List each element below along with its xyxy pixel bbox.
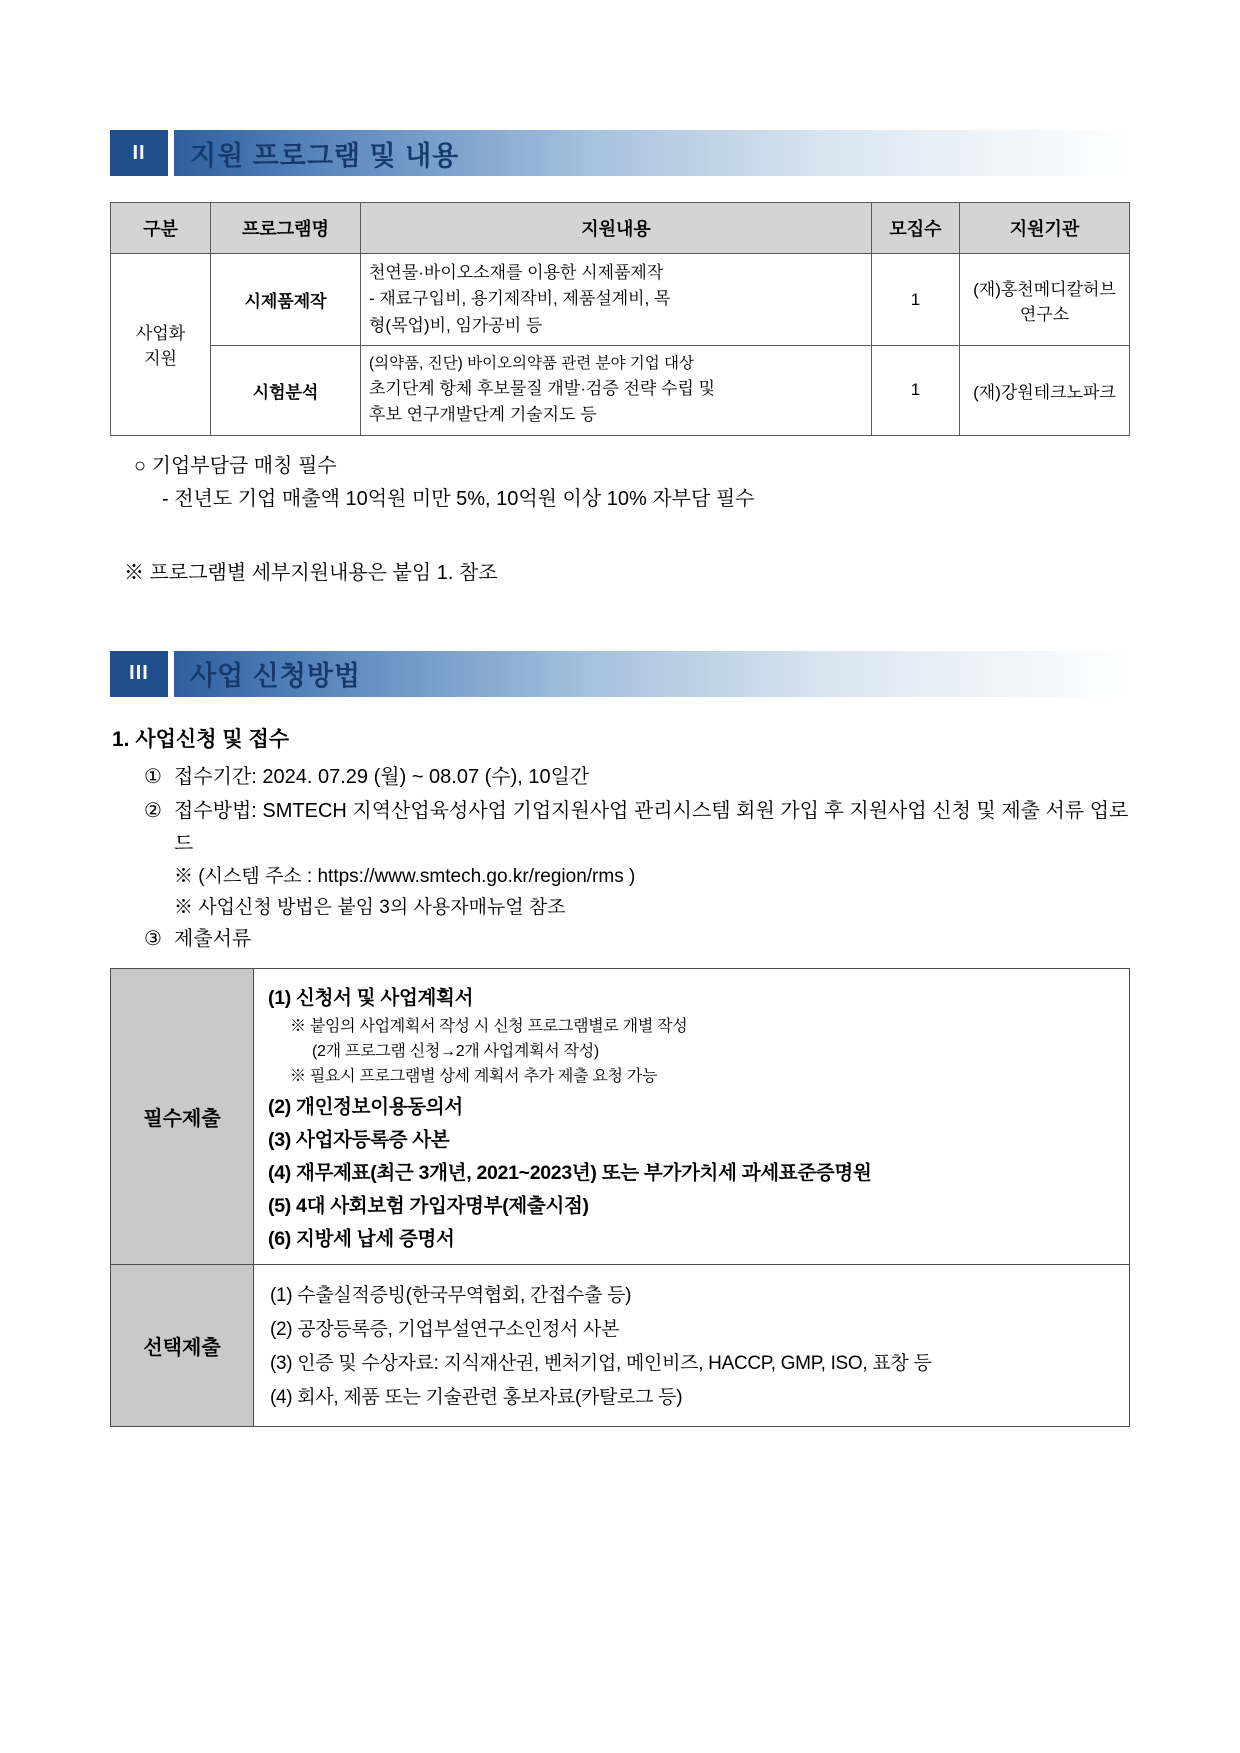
bullet-item: - 전년도 기업 매출액 10억원 미만 5%, 10억원 이상 10% 자부담 필수 xyxy=(162,487,755,510)
doc-item: (1) 신청서 및 사업계획서 xyxy=(268,986,474,1009)
cell-count-1: 1 xyxy=(872,254,960,346)
program-bullets xyxy=(128,450,1130,516)
apply-subtitle: 1. 사업신청 및 접수 xyxy=(112,727,290,751)
cell-count-2: 1 xyxy=(872,346,960,436)
content-line: - 재료구입비, 용기제작비, 제품설계비, 목 xyxy=(369,289,671,309)
doc-note: ※ 필요시 프로그램별 상세 계획서 추가 제출 요청 가능 xyxy=(290,1067,658,1085)
cell-group xyxy=(111,254,211,436)
col-header-program: 프로그램명 xyxy=(211,203,361,254)
item-marker: ① xyxy=(144,765,162,788)
apply-item-list xyxy=(144,761,1130,956)
table-row xyxy=(111,346,1130,436)
item-text: 제출서류 xyxy=(174,928,252,951)
required-label: 필수제출 xyxy=(111,968,254,1264)
list-item xyxy=(144,761,1130,793)
system-url-note: ※ (시스템 주소 : https://www.smtech.go.kr/region/rms ) xyxy=(174,865,636,887)
section-title: 지원 프로그램 및 내용 xyxy=(190,140,460,171)
cell-org-1 xyxy=(960,254,1130,346)
table-header-row xyxy=(111,203,1130,254)
item-marker: ③ xyxy=(144,928,162,951)
doc-item: (3) 사업자등록증 사본 xyxy=(268,1128,450,1151)
content-line: 초기단계 항체 후보물질 개발·검증 전략 수립 및 xyxy=(369,379,716,399)
content-line: 후보 연구개발단계 기술지도 등 xyxy=(369,405,597,425)
content-line: (의약품, 진단) 바이오의약품 관련 분야 기업 대상 xyxy=(369,355,694,373)
group-line-1: 사업화 xyxy=(135,324,186,344)
documents-table xyxy=(110,968,1130,1427)
table-row-required xyxy=(111,968,1130,1264)
doc-item: (4) 재무제표(최근 3개년, 2021~2023년) 또는 부가가치세 과세표준증명원 xyxy=(268,1161,872,1184)
item-text: 접수방법: SMTECH 지역산업육성사업 기업지원사업 관리시스템 회원 가입 후 지원사업 신청 및 제출 서류 업로드 xyxy=(174,800,1129,855)
cell-program-1: 시제품제작 xyxy=(211,254,361,346)
section-title: 사업 신청방법 xyxy=(190,661,361,692)
group-line-2: 지원 xyxy=(144,349,177,369)
item-marker: ② xyxy=(144,800,162,823)
cell-content-2 xyxy=(361,346,872,436)
section-header-program xyxy=(110,130,1130,176)
table-row xyxy=(111,254,1130,346)
spacer xyxy=(110,585,1130,651)
doc-item: (5) 4대 사회보험 가입자명부(제출시점) xyxy=(268,1194,589,1217)
section-number: II xyxy=(110,130,168,176)
content-line: 천연물·바이오소재를 이용한 시제품제작 xyxy=(369,263,664,282)
content-line: 형(목업)비, 임가공비 등 xyxy=(369,315,543,335)
program-table xyxy=(110,202,1130,436)
org-line: (재)홍천메디칼허브 xyxy=(973,279,1116,299)
table-row-optional xyxy=(111,1264,1130,1426)
doc-item: (3) 인증 및 수상자료: 지식재산권, 벤처기업, 메인비즈, HACCP, GMP, ISO, 표창 등 xyxy=(270,1352,932,1374)
doc-note: ※ 붙임의 사업계획서 작성 시 신청 프로그램별로 개별 작성 xyxy=(290,1017,688,1035)
doc-item: (1) 수출실적증빙(한국무역협회, 간접수출 등) xyxy=(270,1284,632,1306)
list-item xyxy=(144,795,1130,860)
manual-note: ※ 사업신청 방법은 붙임 3의 사용자매뉴얼 참조 xyxy=(174,896,566,918)
doc-item: (2) 개인정보이용동의서 xyxy=(268,1095,463,1118)
program-reference-note: ※ 프로그램별 세부지원내용은 붙임 1. 참조 xyxy=(124,561,498,584)
col-header-content: 지원내용 xyxy=(361,203,872,254)
cell-content-1 xyxy=(361,254,872,346)
list-item xyxy=(144,923,1130,955)
doc-note: (2개 프로그램 신청→2개 사업계획서 작성) xyxy=(312,1042,599,1060)
col-header-group: 구분 xyxy=(111,203,211,254)
cell-program-2: 시험분석 xyxy=(211,346,361,436)
optional-label: 선택제출 xyxy=(111,1264,254,1426)
required-documents-cell xyxy=(254,968,1130,1264)
doc-item: (2) 공장등록증, 기업부설연구소인정서 사본 xyxy=(270,1318,620,1340)
item-text: 접수기간: 2024. 07.29 (월) ~ 08.07 (수), 10일간 xyxy=(174,765,590,788)
section-header-apply xyxy=(110,651,1130,697)
section-number: III xyxy=(110,651,168,697)
optional-documents-cell xyxy=(254,1264,1130,1426)
col-header-org: 지원기관 xyxy=(960,203,1130,254)
org-line: 연구소 xyxy=(1019,304,1070,324)
bullet-item: ○ 기업부담금 매칭 필수 xyxy=(134,454,337,477)
col-header-count: 모집수 xyxy=(872,203,960,254)
cell-org-2: (재)강원테크노파크 xyxy=(960,346,1130,436)
doc-item: (6) 지방세 납세 증명서 xyxy=(268,1227,455,1250)
doc-item: (4) 회사, 제품 또는 기술관련 홍보자료(카탈로그 등) xyxy=(270,1386,683,1408)
